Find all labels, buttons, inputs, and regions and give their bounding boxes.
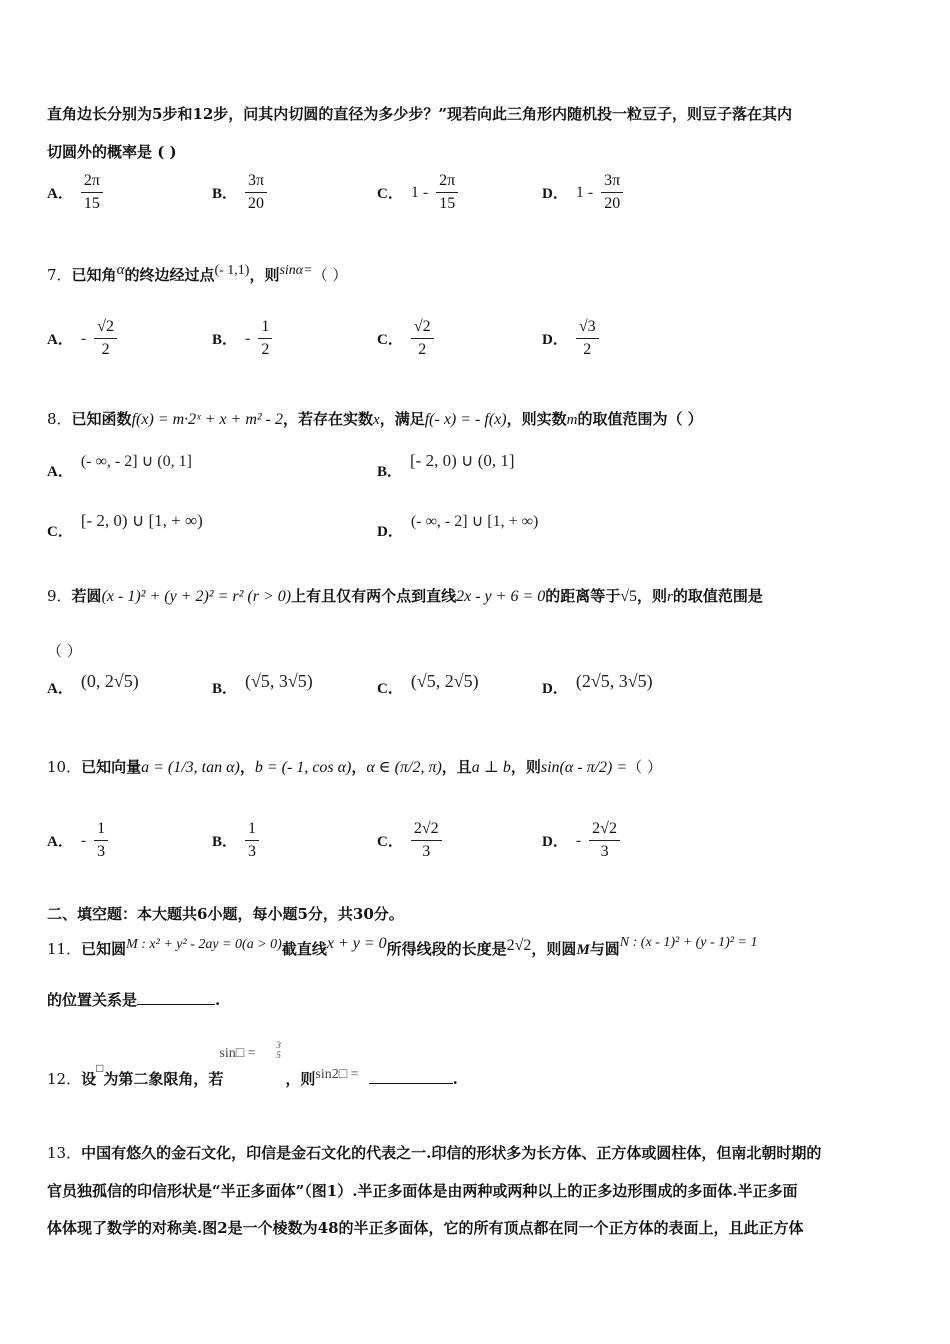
option-label: C． [47,524,73,540]
option-label: A． [47,681,73,697]
q7-stem: 7．已知角α的终边经过点(- 1,1)，则sinα=（ ） [47,262,348,284]
q10-option-b[interactable] [212,820,259,862]
segment-length: 2√2 [506,937,532,954]
option-value: [- 2, 0) ∪ (0, 1] [410,450,515,470]
alpha-range: α ∈ (π/2, π) [366,759,442,776]
q9-option-d[interactable] [542,671,653,698]
option-value: (- ∞, - 2] ∪ (0, 1] [80,452,192,470]
q9-option-c[interactable] [377,671,479,698]
question-number: 8． [47,410,72,428]
q6-option-a[interactable] [47,172,103,214]
option-label: D． [542,834,568,851]
q10-option-d[interactable] [542,820,620,862]
q7-option-a[interactable] [47,318,117,360]
q7-option-d[interactable] [542,318,599,360]
q8-option-b[interactable] [377,450,515,481]
circle-n-equation: N : (x - 1)² + (y - 1)² = 1 [619,935,758,950]
option-sign: - [575,831,582,849]
option-value: (2√5, 3√5) [575,671,653,691]
vector-a-def: a = (1/3, tan α) [141,759,240,776]
option-value: (√5, 2√5) [410,671,479,691]
option-sign: - [245,329,251,347]
option-label: D． [377,524,403,540]
q6-option-c[interactable] [377,172,458,214]
option-label: A． [47,186,73,203]
q10-option-a[interactable] [47,820,108,862]
option-label: B． [212,834,238,851]
q9-paren: （ ） [47,642,82,660]
line-equation: x + y = 0 [326,935,387,952]
option-label: A． [47,332,73,349]
option-label: A． [47,464,73,480]
option-label: A． [47,834,73,851]
option-prefix: 1 - [410,183,429,201]
q6-text-line2: 切圆外的概率是 ( ) [47,143,177,161]
option-label: C． [377,834,403,851]
q7-option-b[interactable] [212,318,272,360]
q8-option-c[interactable] [47,510,203,541]
fraction: $\frac{2√2}{3}$ [411,820,442,862]
fraction: $\frac{1}{3}$ [94,820,108,862]
option-label: D． [542,332,568,349]
option-value: (- ∞, - 2] ∪ [1, + ∞) [410,512,539,530]
fraction: $\frac{2√2}{3}$ [589,820,620,862]
fraction: $\frac{1}{3}$ [245,820,259,862]
option-label: B． [212,186,238,203]
answer-blank[interactable] [137,1004,215,1005]
option-value: [- 2, 0) ∪ [1, + ∞) [80,510,203,530]
fraction: $\frac{√3}{2}$ [576,318,599,360]
circle-m-equation: M : x² + y² - 2ay = 0(a > 0) [126,937,282,952]
answer-blank[interactable] [369,1083,453,1084]
circle-equation: (x - 1)² + (y + 2)² = r² (r > 0) [101,588,292,605]
q11-continuation: 的位置关系是 . [47,991,221,1009]
option-label: B． [212,681,238,697]
question-number: 13． [47,1144,82,1162]
option-label: C． [377,186,403,203]
option-value: (0, 2√5) [80,671,139,691]
fraction: $\frac{3\pi}{20}$ [245,172,267,214]
question-number: 12． [47,1070,82,1088]
option-sign: - [80,831,87,849]
option-label: B． [377,464,403,480]
point: (- 1,1) [214,263,250,278]
q12-stem: 12．设□为第二象限角，若 sin□ = 3 5 ，则sin2□ = . [47,1040,458,1088]
option-label: D． [542,681,568,697]
fraction: $\frac{√2}{2}$ [411,318,434,360]
placeholder-symbol: □ [96,1061,104,1075]
q6-option-d[interactable] [542,172,623,214]
question-number: 7． [47,266,72,284]
q6-text-line1: 直角边长分别为5步和12步，问其内切圆的直径为多少步？”现若向此三角形内随机投一粒豆子，则豆子落在其内 [47,105,792,123]
option-prefix: 1 - [575,183,594,201]
var-r: r [667,589,673,605]
q6-option-b[interactable] [212,172,267,214]
section-title: 二、填空题：本大题共6小题，每小题5分，共30分。 [47,905,404,923]
var-x: x [373,412,380,428]
perpendicular: a ⊥ b [471,759,511,776]
q9-stem: 9．若圆(x - 1)² + (y + 2)² = r² (r > 0)上有且仅有两个点到直线2x - y + 6 = 0的距离等于√5，则r的取值范围是 [47,587,763,605]
q10-stem: 10．已知向量a = (1/3, tan α)，b = (- 1, cos α)，α ∈ (π/2, π)，且a ⊥ b，则sin(α - π/2) =（ ） [47,758,662,776]
q9-option-a[interactable] [47,671,139,698]
q13-line1: 13．中国有悠久的金石文化，印信是金石文化的代表之一.印信的形状多为长方体、正方体或圆柱体，但南北朝时期的 [47,1144,822,1162]
vector-b-def: b = (- 1, cos α) [254,759,352,776]
fraction: $\frac{3\pi}{20}$ [601,172,623,214]
sin-expr: sinα= [279,263,313,278]
q8-option-d[interactable] [377,512,539,541]
circle-m: M [576,942,590,958]
fraction: $\frac{2\pi}{15}$ [436,172,458,214]
fraction: $\frac{1}{2}$ [258,318,272,360]
sin2-expression: sin2□ = [315,1067,359,1082]
alpha: α [116,262,125,278]
question-number: 10． [47,758,82,776]
line-equation: 2x - y + 6 = 0 [456,588,546,605]
option-label: B． [212,332,238,349]
option-label: D． [542,186,568,203]
var-m: m [566,412,578,428]
odd-condition: f(- x) = - f(x) [424,411,507,428]
option-label: C． [377,681,403,697]
q8-option-a[interactable] [47,452,192,481]
q8-stem: 8．已知函数f(x) = m·2ˣ + x + m² - 2，若存在实数x，满足f(- x) = - f(x)，则实数m的取值范围为（ ） [47,410,703,428]
q13-line3: 体体现了数学的对称美.图2是一个棱数为48的半正多面体，它的所有顶点都在同一个正方体的表面上，且此正方体 [47,1219,804,1237]
q7-option-c[interactable] [377,318,434,360]
q11-stem: 11．已知圆M : x² + y² - 2ay = 0(a > 0)截直线x + y = 0所得线段的长度是2√2，则圆M与圆N : (x - 1)² + (y - 1)² = 1 [47,935,758,958]
option-value: (√5, 3√5) [245,671,313,691]
option-sign: - [80,329,87,347]
distance-value: √5 [620,588,638,605]
q10-option-c[interactable] [377,820,442,862]
option-label: C． [377,332,403,349]
q13-line2: 官员独孤信的印信形状是“半正多面体”（图1）.半正多面体是由两种或两种以上的正多边形围成的多面体.半正多面 [47,1182,798,1200]
fraction: $\frac{√2}{2}$ [94,318,117,360]
q9-option-b[interactable] [212,671,313,698]
fraction: $\frac{2\pi}{15}$ [81,172,103,214]
sin-expr: sin(α - π/2) = [540,759,628,776]
function-def: f(x) = m·2ˣ + x + m² - 2 [131,411,284,428]
sin-expression: sin□ = 3 5 [219,1040,281,1061]
question-number: 9． [47,587,72,605]
question-number: 11． [47,940,82,958]
